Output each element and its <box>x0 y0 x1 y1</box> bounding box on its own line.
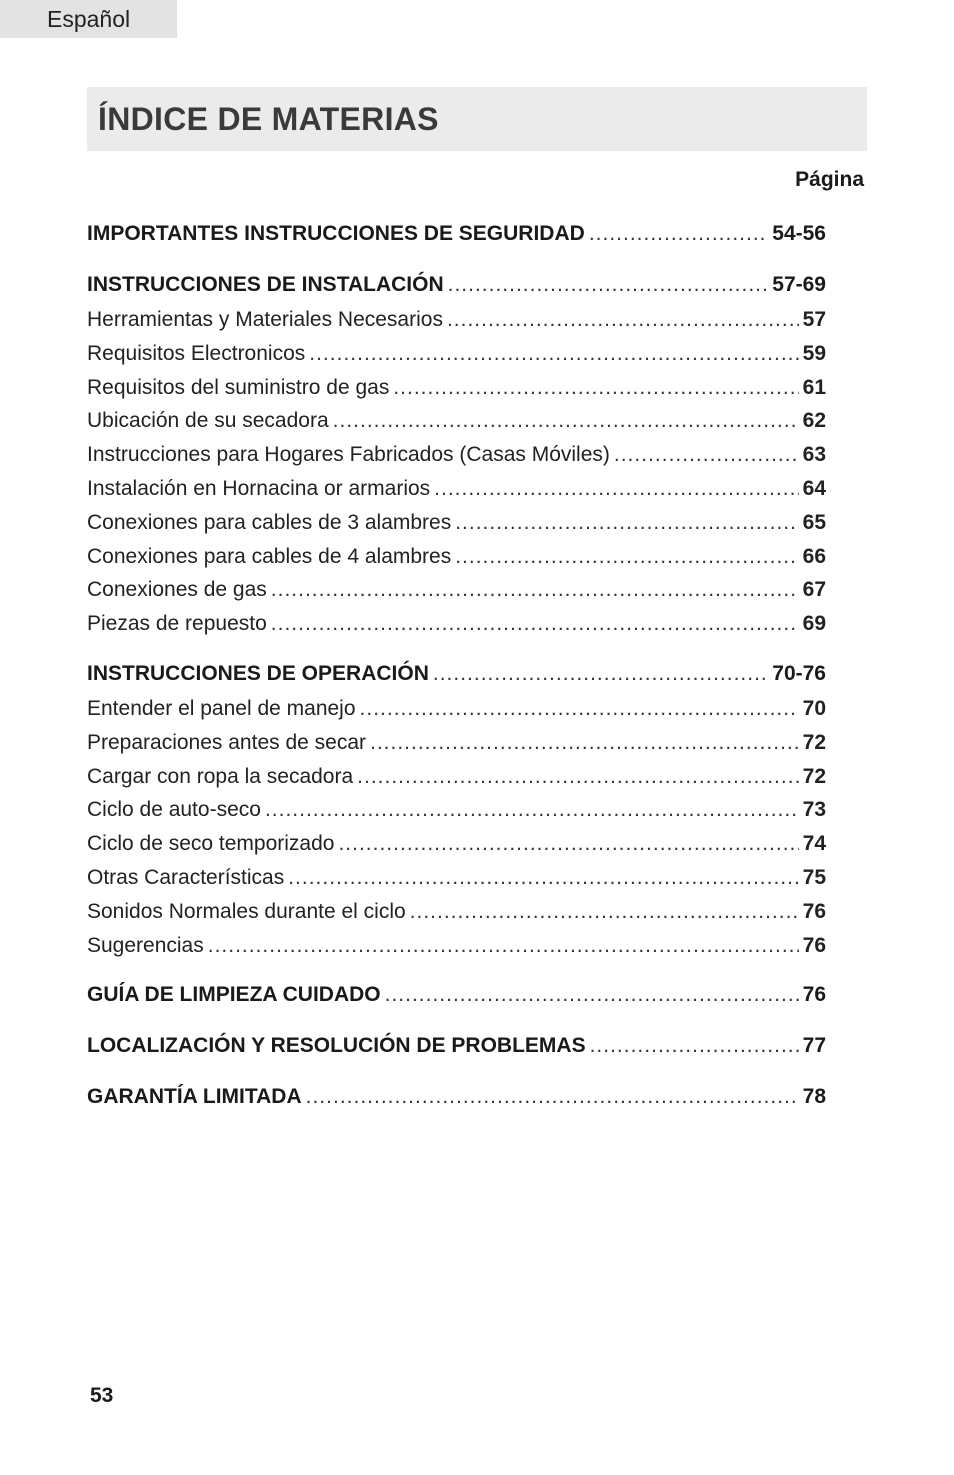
toc-item[interactable] <box>87 540 826 574</box>
toc-section-label: INSTRUCCIONES DE INSTALACIÓN <box>87 273 444 296</box>
toc-item-label: Conexiones de gas <box>87 578 267 602</box>
toc-page-number: 72 <box>802 764 826 788</box>
leader-dots <box>433 655 768 692</box>
toc-item-label: Sonidos Normales durante el ciclo <box>87 899 406 923</box>
toc-item[interactable] <box>87 371 826 405</box>
toc-page-number: 63 <box>802 443 826 467</box>
toc-item-label: Piezas de repuesto <box>87 612 267 636</box>
toc-item-label: Herramientas y Materiales Necesarios <box>87 308 443 331</box>
page-title: ÍNDICE DE MATERIAS <box>98 101 439 137</box>
leader-dots <box>271 573 799 607</box>
toc-item[interactable] <box>87 337 826 371</box>
toc-page-number: 66 <box>802 544 826 568</box>
toc-item-label: Requisitos del suministro de gas <box>87 375 390 399</box>
toc-page-number: 76 <box>802 899 826 923</box>
toc-item[interactable] <box>87 861 826 895</box>
leader-dots <box>338 827 798 861</box>
toc-item-label: Otras Características <box>87 865 285 889</box>
toc-page-number: 76 <box>802 933 826 957</box>
toc-page-number: 70 <box>802 696 826 720</box>
toc-section-warranty[interactable] <box>87 1078 826 1115</box>
toc-item-label: Ciclo de seco temporizado <box>87 832 335 856</box>
leader-dots <box>410 895 799 929</box>
toc-item-label: Instalación en Hornacina or armarios <box>87 476 431 500</box>
toc-page-number: 75 <box>802 865 826 889</box>
toc-page-number: 76 <box>802 983 826 1007</box>
toc-item[interactable] <box>87 573 826 607</box>
toc-page-number: 65 <box>802 510 826 534</box>
toc-section-safety[interactable] <box>87 215 826 252</box>
toc-page-number: 57 <box>802 308 826 331</box>
page-column-header: Página <box>795 168 864 191</box>
toc-item[interactable] <box>87 472 826 506</box>
toc-item-label: Conexiones para cables de 3 alambres <box>87 510 452 534</box>
toc-item[interactable] <box>87 506 826 540</box>
toc-page-number: 73 <box>802 798 826 822</box>
toc-section-cleaning[interactable] <box>87 976 826 1013</box>
toc-item[interactable] <box>87 793 826 827</box>
toc-page-number: 54-56 <box>772 222 826 245</box>
toc-page-number: 59 <box>802 341 826 365</box>
leader-dots <box>288 861 798 895</box>
toc-page-number: 64 <box>802 476 826 500</box>
leader-dots <box>370 726 799 760</box>
toc-section-troubleshooting[interactable] <box>87 1027 826 1064</box>
toc-item[interactable] <box>87 760 826 794</box>
toc-item-label: Sugerencias <box>87 933 204 957</box>
toc-section-label: INSTRUCCIONES DE OPERACIÓN <box>87 661 429 685</box>
toc-item[interactable] <box>87 404 826 438</box>
toc-item-label: Preparaciones antes de secar <box>87 730 366 754</box>
leader-dots <box>448 266 769 303</box>
title-bar <box>87 87 867 151</box>
language-tab: Español <box>0 0 177 38</box>
toc-item-label: Entender el panel de manejo <box>87 696 356 720</box>
toc-page-number: 67 <box>802 578 826 602</box>
toc-item[interactable] <box>87 895 826 929</box>
toc-section-label: LOCALIZACIÓN Y RESOLUCIÓN DE PROBLEMAS <box>87 1034 586 1058</box>
leader-dots <box>455 506 798 540</box>
toc-page-number: 70-76 <box>772 661 826 685</box>
toc-item-label: Requisitos Electronicos <box>87 341 306 365</box>
leader-dots <box>614 438 799 472</box>
leader-dots <box>309 337 798 371</box>
toc-page-number: 62 <box>802 409 826 433</box>
toc-section-operation[interactable] <box>87 655 826 692</box>
leader-dots <box>589 215 768 252</box>
leader-dots <box>360 692 799 726</box>
leader-dots <box>357 760 798 794</box>
toc-section-label: GUÍA DE LIMPIEZA CUIDADO <box>87 983 381 1007</box>
leader-dots <box>434 472 798 506</box>
toc-page-number: 78 <box>802 1085 826 1109</box>
toc-item[interactable] <box>87 726 826 760</box>
leader-dots <box>333 404 799 438</box>
toc-section-installation[interactable] <box>87 266 826 303</box>
leader-dots <box>306 1078 799 1115</box>
toc-page-number: 69 <box>802 612 826 636</box>
toc-item[interactable] <box>87 692 826 726</box>
toc-page-number: 74 <box>802 832 826 856</box>
toc-page-number: 57-69 <box>772 273 826 296</box>
leader-dots <box>393 371 798 405</box>
leader-dots <box>271 607 799 641</box>
leader-dots <box>455 540 798 574</box>
toc-item[interactable] <box>87 827 826 861</box>
page-number: 53 <box>90 1384 114 1407</box>
toc-page-number: 77 <box>802 1034 826 1058</box>
toc-page-number: 61 <box>802 375 826 399</box>
toc-item[interactable] <box>87 929 826 963</box>
leader-dots <box>265 793 799 827</box>
table-of-contents <box>87 215 826 1115</box>
toc-item-label: Ciclo de auto-seco <box>87 798 261 822</box>
toc-item-label: Conexiones para cables de 4 alambres <box>87 544 452 568</box>
toc-item-label: Cargar con ropa la secadora <box>87 764 354 788</box>
toc-item[interactable] <box>87 438 826 472</box>
toc-section-label: IMPORTANTES INSTRUCCIONES DE SEGURIDAD <box>87 222 585 245</box>
leader-dots <box>590 1027 799 1064</box>
toc-item-label: Ubicación de su secadora <box>87 409 329 433</box>
toc-item[interactable] <box>87 607 826 641</box>
toc-item-label: Instrucciones para Hogares Fabricados (Casas Móviles) <box>87 443 610 467</box>
leader-dots <box>208 929 799 963</box>
leader-dots <box>385 976 799 1013</box>
toc-item[interactable] <box>87 303 826 337</box>
leader-dots <box>447 303 799 337</box>
toc-page-number: 72 <box>802 730 826 754</box>
toc-section-label: GARANTÍA LIMITADA <box>87 1085 302 1109</box>
